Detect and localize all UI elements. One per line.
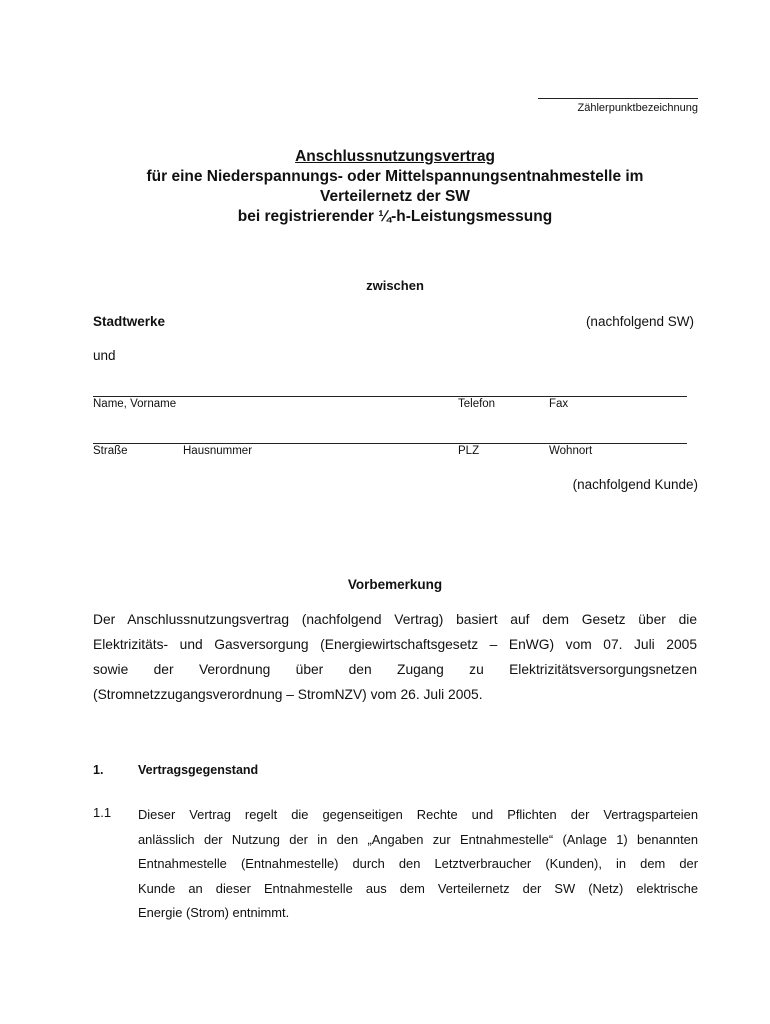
phone-label: Telefon	[458, 398, 496, 410]
between-label: zwischen	[366, 278, 424, 293]
preamble-line: sowie der Verordnung über den Zugang zu Elektrizitätsversorgungsnetzen	[93, 662, 697, 677]
preamble-paragraph	[93, 607, 697, 707]
customer-address-field-line[interactable]	[93, 443, 687, 444]
preamble-line: (Stromnetzzugangsverordnung – StromNZV) vom 26. Juli 2005.	[93, 687, 483, 702]
meter-point-field-line[interactable]	[538, 98, 698, 99]
party1-name: Stadtwerke	[93, 314, 166, 329]
clause-line: anlässlich der Nutzung der in den „Angaben zur Entnahmestelle“ (Anlage 1) benannten	[138, 831, 698, 847]
document-title	[60, 147, 730, 227]
title-line-3: Verteilernetz der SW	[320, 188, 470, 205]
street-label: Straße	[93, 445, 128, 457]
meter-point-label: Zählerpunktbezeichnung	[577, 102, 698, 114]
clause-number: 1.1	[93, 805, 112, 820]
title-line-4: bei registrierender ¼-h-Leistungsmessung	[237, 208, 553, 225]
customer-name-field-line[interactable]	[93, 396, 687, 397]
preamble-heading: Vorbemerkung	[347, 577, 443, 592]
and-label: und	[93, 348, 116, 363]
clause-line: Entnahmestelle (Entnahmestelle) durch den Letztverbraucher (Kunden), in dem der	[138, 856, 698, 871]
zip-label: PLZ	[458, 445, 480, 457]
clause-text	[138, 803, 698, 926]
clause-line: Energie (Strom) entnimmt.	[138, 905, 290, 920]
title-line-2: für eine Niederspannungs- oder Mittelspannungsentnahmestelle im	[146, 168, 644, 185]
section-title: Vertragsgegenstand	[138, 763, 259, 777]
party1-role: (nachfolgend SW)	[585, 314, 694, 329]
section-number: 1.	[93, 763, 104, 777]
preamble-line: Elektrizitäts- und Gasversorgung (Energiewirtschaftsgesetz – EnWG) vom 07. Juli 2005	[93, 637, 697, 652]
fax-label: Fax	[549, 398, 569, 410]
clause-line: Kunde an dieser Entnahmestelle aus dem Verteilernetz der SW (Netz) elektrische	[138, 880, 698, 896]
house-number-label: Hausnummer	[183, 445, 253, 457]
name-label: Name, Vorname	[93, 398, 177, 410]
clause-line: Dieser Vertrag regelt die gegenseitigen Rechte und Pflichten der Vertragsparteien	[138, 807, 698, 822]
party2-role: (nachfolgend Kunde)	[572, 477, 698, 492]
city-label: Wohnort	[549, 445, 593, 457]
preamble-line: Der Anschlussnutzungsvertrag (nachfolgend Vertrag) basiert auf dem Gesetz über die	[93, 612, 697, 627]
title-line-1: Anschlussnutzungsvertrag	[295, 148, 495, 165]
